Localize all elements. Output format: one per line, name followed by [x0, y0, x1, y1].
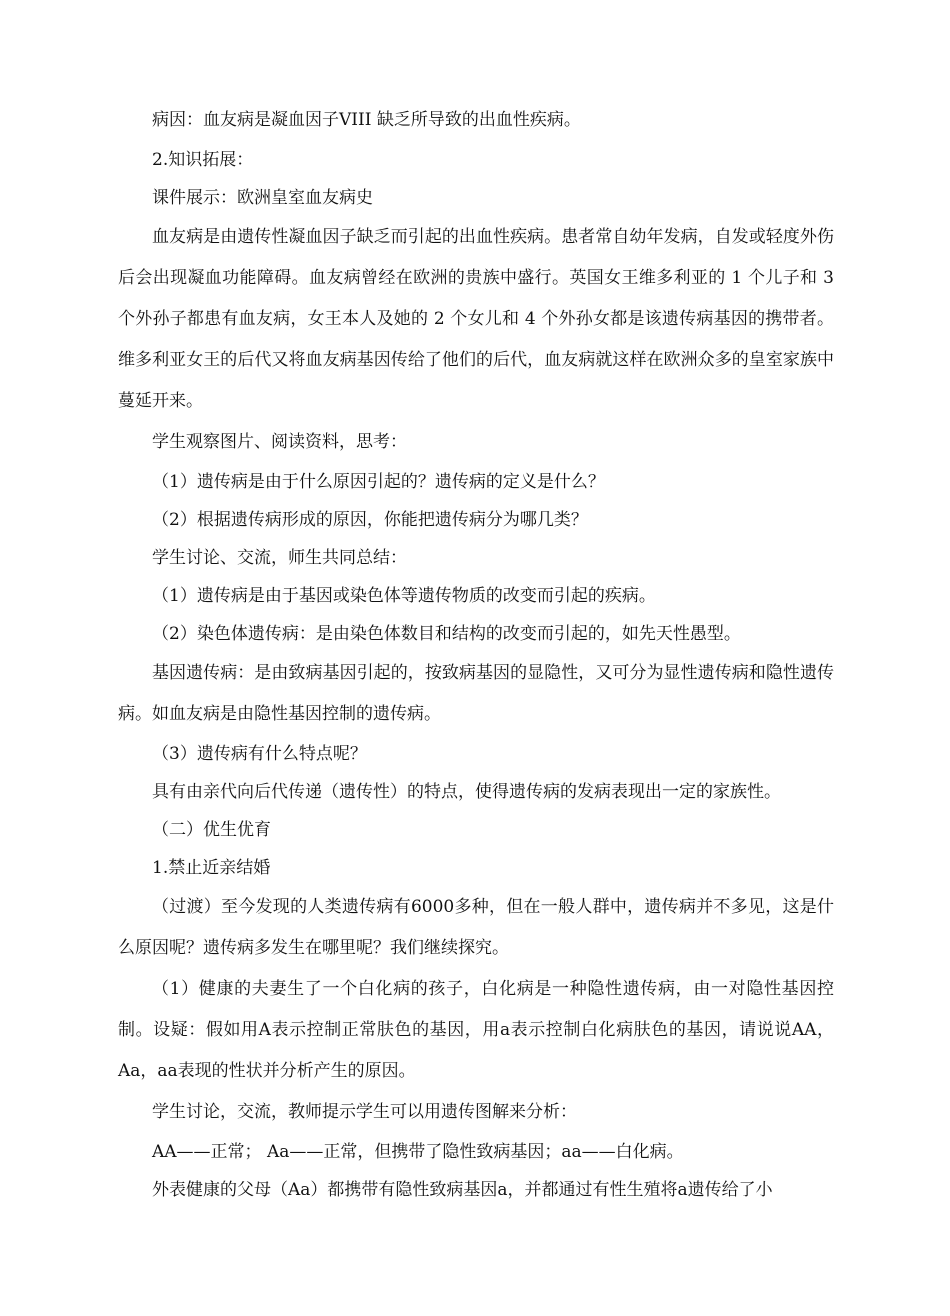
- paragraph-gene-disease: 基因遗传病：是由致病基因引起的，按致病基因的显隐性，又可分为显性遗传病和隐性遗传病。如血友病是由隐性基因控制的遗传病。: [118, 663, 834, 724]
- answer-3: 具有由亲代向后代传递（遗传性）的特点，使得遗传病的发病表现出一定的家族性。: [152, 782, 781, 802]
- paragraph-parents-carriers: 外表健康的父母（Aa）都携带有隐性致病基因a，并都通过有性生殖将a遗传给了小: [152, 1180, 773, 1200]
- paragraph-genetic-diagram-hint: 学生讨论，交流，教师提示学生可以用遗传图解来分析：: [152, 1102, 577, 1122]
- section-heading-eugenics: （二）优生优育: [152, 820, 271, 840]
- subheading-no-consanguineous-marriage: 1.禁止近亲结婚: [152, 858, 271, 878]
- question-2: （2）根据遗传病形成的原因，你能把遗传病分为哪几类？: [152, 510, 588, 530]
- document-body: [118, 100, 834, 1209]
- heading-knowledge-extension: 2.知识拓展：: [152, 150, 254, 170]
- paragraph-genotype-results: AA——正常； Aa——正常，但携带了隐性致病基因；aa——白化病。: [152, 1142, 684, 1162]
- answer-2: （2）染色体遗传病：是由染色体数目和结构的改变而引起的，如先天性愚型。: [152, 624, 741, 644]
- paragraph-student-observe: 学生观察图片、阅读资料，思考：: [152, 432, 407, 452]
- answer-1: （1）遗传病是由于基因或染色体等遗传物质的改变而引起的疾病。: [152, 586, 656, 606]
- question-1: （1）遗传病是由于什么原因引起的？遗传病的定义是什么？: [152, 472, 605, 492]
- paragraph-hemophilia-history: 血友病是由遗传性凝血因子缺乏而引起的出血性疾病。患者常自幼年发病，自发或轻度外伤后会出现凝血功能障碍。血友病曾经在欧洲的贵族中盛行。英国女王维多利亚的 1 个儿子和 3 个外孙子都患有血友病，女王本人及她的 2 个女儿和 4 个外孙女都是该遗传病基因的携带者。维多利亚女王的后代又将血友病基因传给了他们的后代，血友病就这样在欧洲众多的皇室家族中蔓延开来。: [118, 227, 834, 411]
- paragraph-transition: （过渡）至今发现的人类遗传病有6000多种，但在一般人群中，遗传病并不多见，这是什么原因呢？遗传病多发生在哪里呢？我们继续探究。: [118, 897, 834, 958]
- paragraph-courseware: 课件展示：欧洲皇室血友病史: [152, 188, 373, 208]
- paragraph-albinism-question: （1）健康的夫妻生了一个白化病的孩子，白化病是一种隐性遗传病，由一对隐性基因控制。设疑：假如用A表示控制正常肤色的基因，用a表示控制白化病肤色的基因，请说说AA，Aa，aa表现的性状并分析产生的原因。: [118, 979, 834, 1081]
- paragraph-cause: 病因：血友病是凝血因子VIII 缺乏所导致的出血性疾病。: [152, 110, 581, 130]
- question-3: （3）遗传病有什么特点呢？: [152, 744, 367, 764]
- paragraph-discussion-summary: 学生讨论、交流，师生共同总结：: [152, 548, 407, 568]
